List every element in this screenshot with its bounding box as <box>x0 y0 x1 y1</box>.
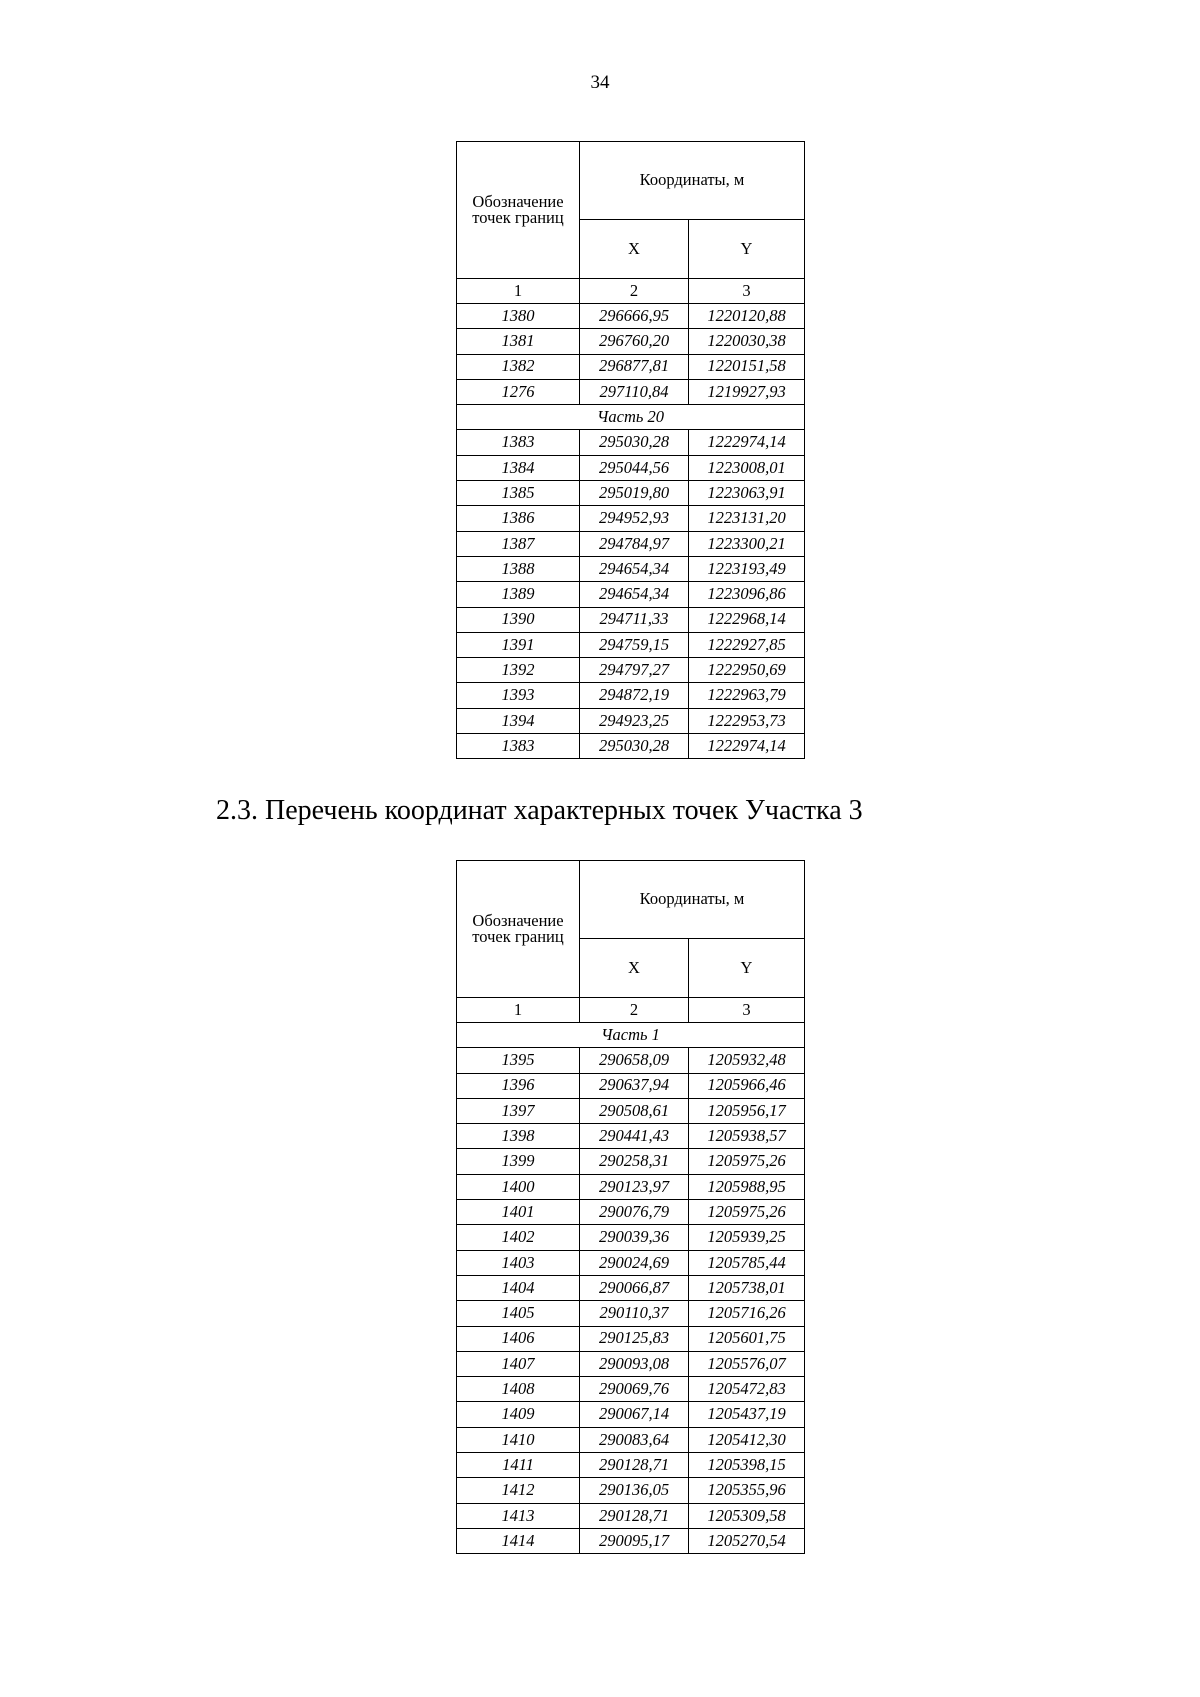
coordinates-table-continued <box>456 141 805 759</box>
point-id-cell: 1414 <box>457 1528 580 1553</box>
y-coordinate-cell: 1205601,75 <box>689 1326 805 1351</box>
y-coordinate-cell: 1222968,14 <box>689 607 805 632</box>
point-id-cell: 1391 <box>457 632 580 657</box>
table-row <box>457 658 805 683</box>
y-coordinate-cell: 1222974,14 <box>689 430 805 455</box>
point-id-cell: 1397 <box>457 1098 580 1123</box>
y-coordinate-cell: 1205938,57 <box>689 1124 805 1149</box>
table-row <box>457 329 805 354</box>
y-coordinate-cell: 1220120,88 <box>689 304 805 329</box>
point-id-cell: 1387 <box>457 531 580 556</box>
x-coordinate-cell: 294654,34 <box>580 582 689 607</box>
x-coordinate-cell: 290123,97 <box>580 1174 689 1199</box>
header-x: X <box>580 220 689 279</box>
point-id-cell: 1412 <box>457 1478 580 1503</box>
x-coordinate-cell: 295019,80 <box>580 481 689 506</box>
table-row <box>457 1528 805 1553</box>
x-coordinate-cell: 294872,19 <box>580 683 689 708</box>
table-row <box>457 1098 805 1123</box>
table-row <box>457 354 805 379</box>
table-row <box>457 531 805 556</box>
header-coordinates: Координаты, м <box>580 861 805 939</box>
y-coordinate-cell: 1205355,96 <box>689 1478 805 1503</box>
x-coordinate-cell: 290076,79 <box>580 1200 689 1225</box>
x-coordinate-cell: 296666,95 <box>580 304 689 329</box>
point-id-cell: 1383 <box>457 734 580 759</box>
point-id-cell: 1396 <box>457 1073 580 1098</box>
x-coordinate-cell: 290136,05 <box>580 1478 689 1503</box>
y-coordinate-cell: 1222927,85 <box>689 632 805 657</box>
y-coordinate-cell: 1220151,58 <box>689 354 805 379</box>
y-coordinate-cell: 1223008,01 <box>689 455 805 480</box>
table-row <box>457 556 805 581</box>
x-coordinate-cell: 296760,20 <box>580 329 689 354</box>
x-coordinate-cell: 290066,87 <box>580 1275 689 1300</box>
x-coordinate-cell: 290110,37 <box>580 1301 689 1326</box>
x-coordinate-cell: 290125,83 <box>580 1326 689 1351</box>
point-id-cell: 1402 <box>457 1225 580 1250</box>
table-row <box>457 1048 805 1073</box>
x-coordinate-cell: 290039,36 <box>580 1225 689 1250</box>
y-coordinate-cell: 1222974,14 <box>689 734 805 759</box>
y-coordinate-cell: 1205437,19 <box>689 1402 805 1427</box>
header-x: X <box>580 939 689 998</box>
y-coordinate-cell: 1205988,95 <box>689 1174 805 1199</box>
x-coordinate-cell: 290441,43 <box>580 1124 689 1149</box>
point-id-cell: 1381 <box>457 329 580 354</box>
y-coordinate-cell: 1205576,07 <box>689 1351 805 1376</box>
table-row <box>457 1225 805 1250</box>
point-id-cell: 1380 <box>457 304 580 329</box>
table-row <box>457 632 805 657</box>
section-heading: 2.3. Перечень координат характерных точек Участка 3 <box>216 795 863 826</box>
y-coordinate-cell: 1205939,25 <box>689 1225 805 1250</box>
point-id-cell: 1400 <box>457 1174 580 1199</box>
x-coordinate-cell: 290658,09 <box>580 1048 689 1073</box>
point-id-cell: 1405 <box>457 1301 580 1326</box>
table-row <box>457 1402 805 1427</box>
y-coordinate-cell: 1222963,79 <box>689 683 805 708</box>
column-number-1: 1 <box>457 279 580 304</box>
point-id-cell: 1409 <box>457 1402 580 1427</box>
x-coordinate-cell: 294759,15 <box>580 632 689 657</box>
y-coordinate-cell: 1205975,26 <box>689 1149 805 1174</box>
y-coordinate-cell: 1205932,48 <box>689 1048 805 1073</box>
table-row <box>457 1427 805 1452</box>
x-coordinate-cell: 290095,17 <box>580 1528 689 1553</box>
x-coordinate-cell: 295044,56 <box>580 455 689 480</box>
table-row <box>457 481 805 506</box>
y-coordinate-cell: 1205975,26 <box>689 1200 805 1225</box>
point-id-cell: 1403 <box>457 1250 580 1275</box>
point-id-cell: 1411 <box>457 1453 580 1478</box>
point-id-cell: 1398 <box>457 1124 580 1149</box>
point-id-cell: 1394 <box>457 708 580 733</box>
table-row <box>457 1149 805 1174</box>
header-coordinates: Координаты, м <box>580 142 805 220</box>
header-y: Y <box>689 220 805 279</box>
column-number-2: 2 <box>580 279 689 304</box>
y-coordinate-cell: 1205956,17 <box>689 1098 805 1123</box>
table-row <box>457 708 805 733</box>
table-row <box>457 506 805 531</box>
y-coordinate-cell: 1223096,86 <box>689 582 805 607</box>
y-coordinate-cell: 1223131,20 <box>689 506 805 531</box>
x-coordinate-cell: 294654,34 <box>580 556 689 581</box>
point-id-cell: 1276 <box>457 379 580 404</box>
table-row <box>457 1503 805 1528</box>
x-coordinate-cell: 294952,93 <box>580 506 689 531</box>
point-id-cell: 1413 <box>457 1503 580 1528</box>
point-id-cell: 1384 <box>457 455 580 480</box>
point-id-cell: 1388 <box>457 556 580 581</box>
table-row <box>457 1453 805 1478</box>
column-number-3: 3 <box>689 279 805 304</box>
point-id-cell: 1408 <box>457 1377 580 1402</box>
point-id-cell: 1395 <box>457 1048 580 1073</box>
y-coordinate-cell: 1222953,73 <box>689 708 805 733</box>
point-id-cell: 1389 <box>457 582 580 607</box>
y-coordinate-cell: 1205738,01 <box>689 1275 805 1300</box>
x-coordinate-cell: 294711,33 <box>580 607 689 632</box>
table-row <box>457 379 805 404</box>
y-coordinate-cell: 1220030,38 <box>689 329 805 354</box>
y-coordinate-cell: 1205309,58 <box>689 1503 805 1528</box>
x-coordinate-cell: 290128,71 <box>580 1503 689 1528</box>
header-point-designation: Обозначение точек границ <box>457 142 580 279</box>
x-coordinate-cell: 295030,28 <box>580 430 689 455</box>
point-id-cell: 1407 <box>457 1351 580 1376</box>
point-id-cell: 1399 <box>457 1149 580 1174</box>
table-row <box>457 1478 805 1503</box>
part-label: Часть 1 <box>457 1023 805 1048</box>
point-id-cell: 1390 <box>457 607 580 632</box>
table-row <box>457 1174 805 1199</box>
y-coordinate-cell: 1205472,83 <box>689 1377 805 1402</box>
y-coordinate-cell: 1223063,91 <box>689 481 805 506</box>
x-coordinate-cell: 290083,64 <box>580 1427 689 1452</box>
table-row <box>457 1073 805 1098</box>
table-row <box>457 1124 805 1149</box>
page-number: 34 <box>590 72 610 93</box>
y-coordinate-cell: 1205785,44 <box>689 1250 805 1275</box>
point-id-cell: 1393 <box>457 683 580 708</box>
point-id-cell: 1392 <box>457 658 580 683</box>
y-coordinate-cell: 1223300,21 <box>689 531 805 556</box>
point-id-cell: 1404 <box>457 1275 580 1300</box>
header-point-designation: Обозначение точек границ <box>457 861 580 998</box>
table-row <box>457 304 805 329</box>
point-id-cell: 1383 <box>457 430 580 455</box>
column-number-1: 1 <box>457 998 580 1023</box>
column-number-3: 3 <box>689 998 805 1023</box>
x-coordinate-cell: 294797,27 <box>580 658 689 683</box>
table-row <box>457 430 805 455</box>
header-y: Y <box>689 939 805 998</box>
table-row <box>457 1377 805 1402</box>
x-coordinate-cell: 290093,08 <box>580 1351 689 1376</box>
point-id-cell: 1385 <box>457 481 580 506</box>
table-row <box>457 582 805 607</box>
y-coordinate-cell: 1205716,26 <box>689 1301 805 1326</box>
y-coordinate-cell: 1205966,46 <box>689 1073 805 1098</box>
part-label: Часть 20 <box>457 405 805 430</box>
x-coordinate-cell: 290128,71 <box>580 1453 689 1478</box>
table-row <box>457 1326 805 1351</box>
x-coordinate-cell: 294784,97 <box>580 531 689 556</box>
table-row <box>457 1200 805 1225</box>
x-coordinate-cell: 295030,28 <box>580 734 689 759</box>
point-id-cell: 1401 <box>457 1200 580 1225</box>
point-id-cell: 1410 <box>457 1427 580 1452</box>
table-row <box>457 1275 805 1300</box>
x-coordinate-cell: 290508,61 <box>580 1098 689 1123</box>
x-coordinate-cell: 290069,76 <box>580 1377 689 1402</box>
y-coordinate-cell: 1205412,30 <box>689 1427 805 1452</box>
point-id-cell: 1406 <box>457 1326 580 1351</box>
table-row <box>457 455 805 480</box>
y-coordinate-cell: 1205398,15 <box>689 1453 805 1478</box>
x-coordinate-cell: 290258,31 <box>580 1149 689 1174</box>
x-coordinate-cell: 290067,14 <box>580 1402 689 1427</box>
table-row <box>457 1250 805 1275</box>
y-coordinate-cell: 1219927,93 <box>689 379 805 404</box>
x-coordinate-cell: 290637,94 <box>580 1073 689 1098</box>
point-id-cell: 1386 <box>457 506 580 531</box>
table-row <box>457 607 805 632</box>
coordinates-table-plot-3 <box>456 860 805 1554</box>
x-coordinate-cell: 290024,69 <box>580 1250 689 1275</box>
x-coordinate-cell: 294923,25 <box>580 708 689 733</box>
x-coordinate-cell: 296877,81 <box>580 354 689 379</box>
table-row <box>457 1351 805 1376</box>
column-number-2: 2 <box>580 998 689 1023</box>
x-coordinate-cell: 297110,84 <box>580 379 689 404</box>
table-row <box>457 683 805 708</box>
table-row <box>457 1301 805 1326</box>
table-row <box>457 734 805 759</box>
y-coordinate-cell: 1222950,69 <box>689 658 805 683</box>
y-coordinate-cell: 1223193,49 <box>689 556 805 581</box>
y-coordinate-cell: 1205270,54 <box>689 1528 805 1553</box>
point-id-cell: 1382 <box>457 354 580 379</box>
